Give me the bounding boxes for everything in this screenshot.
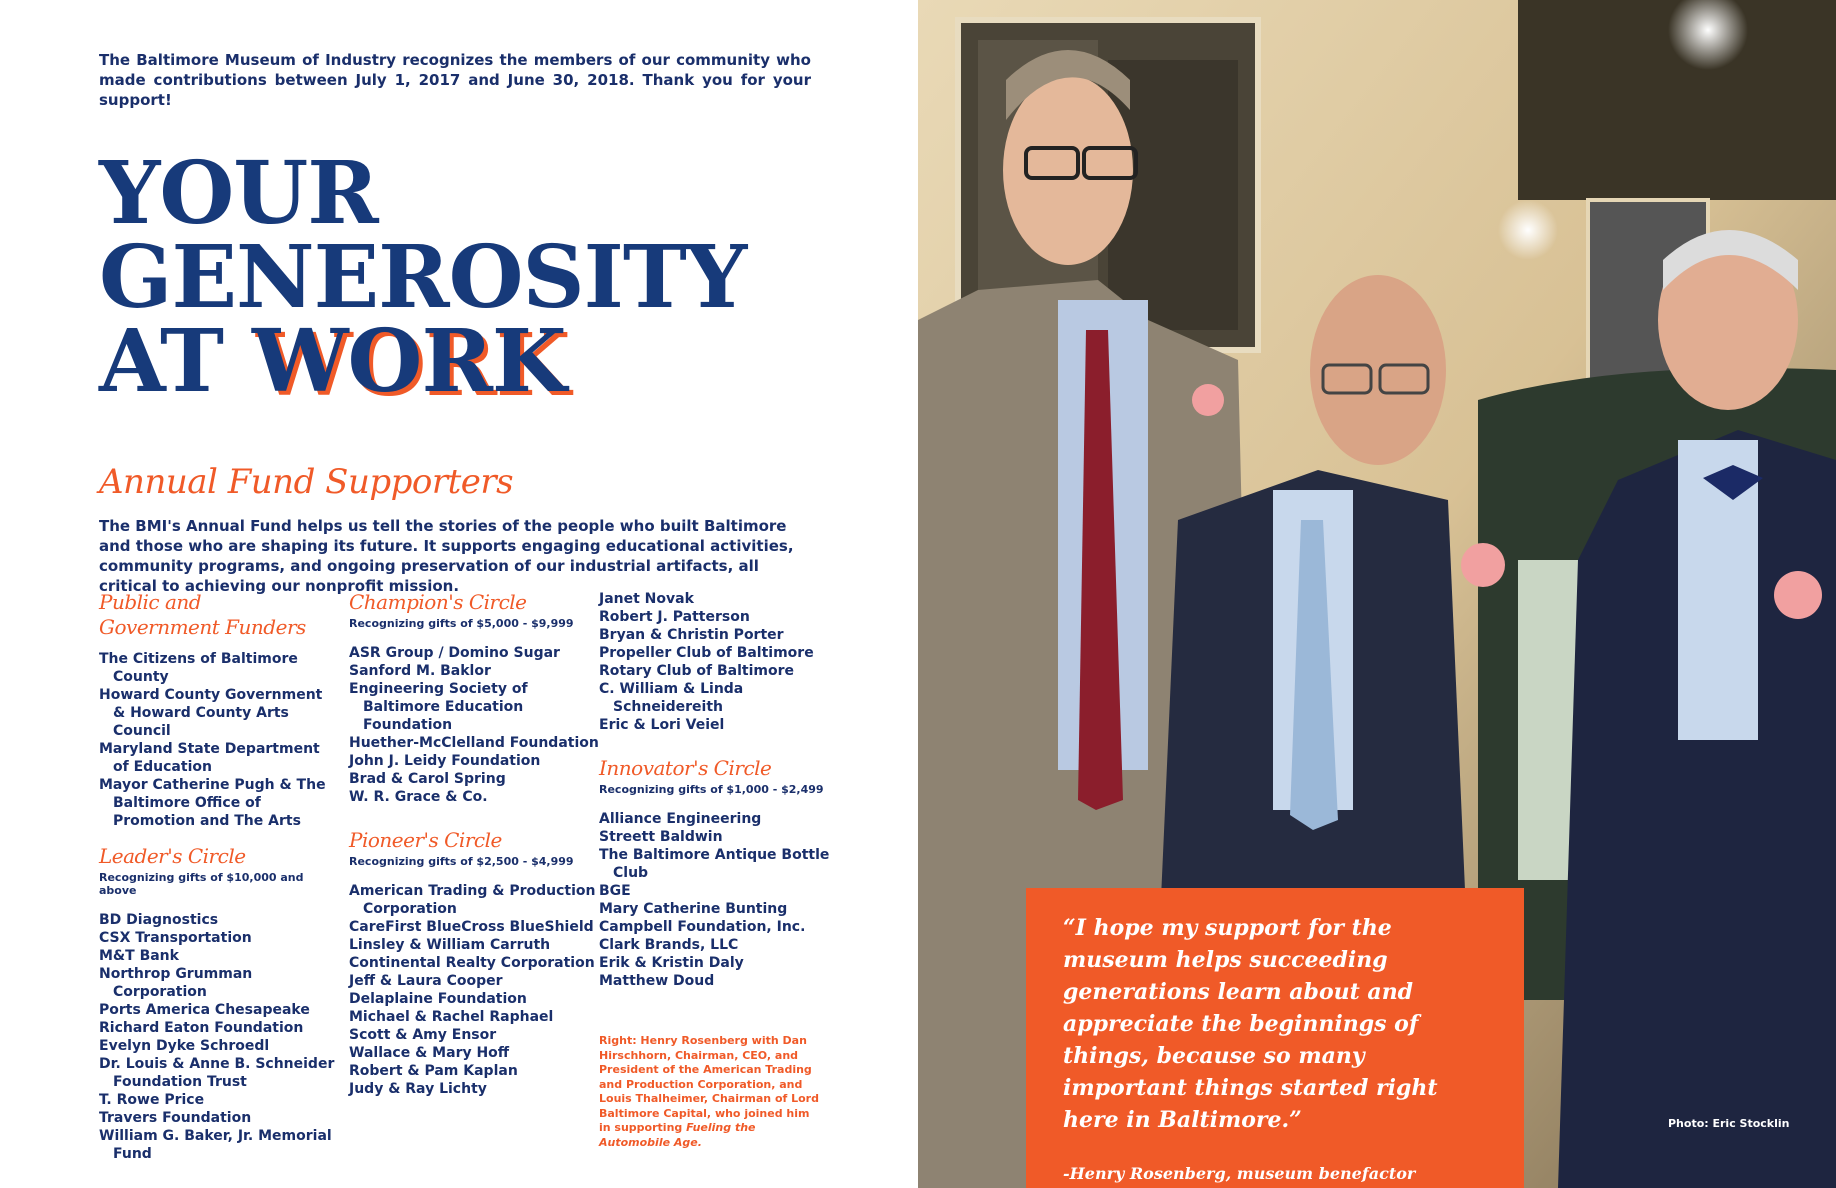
name-list [349,882,599,1098]
headline-line-3-emphasis: WORK [251,311,566,412]
group-subtitle: Recognizing gifts of $10,000 and above [99,871,304,897]
group-innovators-circle [599,756,849,990]
supporter-name: Bryan & Christin Porter [599,627,784,643]
supporter-name: Rotary Club of Baltimore [599,663,794,679]
supporter-name: W. R. Grace & Co. [349,789,488,805]
photo-caption [599,1034,824,1150]
group-pioneers-circle [349,828,599,1098]
quote-box [1026,888,1524,1188]
supporter-name: T. Rowe Price [99,1092,205,1108]
supporter-name: Howard County Government & Howard County Arts Council [99,687,323,739]
supporter-name: Robert & Pam Kaplan [349,1063,518,1079]
supporter-name: Evelyn Dyke Schroedl [99,1038,270,1054]
column-2 [349,590,599,1112]
caption-italic: Fueling the Automobile Age. [599,1121,756,1149]
supporter-name: Continental Realty Corporation [349,955,595,971]
supporter-name: Alliance Engineering [599,811,762,827]
group-title-line-1: Public and [99,590,202,614]
supporter-name: Sanford M. Baklor [349,663,491,679]
supporter-name: The Citizens of Baltimore County [99,651,298,685]
supporter-name: Northrop Grumman Corporation [99,966,253,1000]
supporter-name: Scott & Amy Ensor [349,1027,497,1043]
name-list [599,810,849,990]
headline-line-1: YOUR [99,143,378,244]
supporter-name: Campbell Foundation, Inc. [599,919,806,935]
quote-text: “I hope my support for the museum helps succeeding generations learn about and appreciate the beginnings of things, because so many important things started right here in Baltimore.” [1063,915,1438,1133]
supporter-name: Dr. Louis & Anne B. Schneider Foundation Trust [99,1056,335,1090]
supporter-name: Jeff & Laura Cooper [349,973,503,989]
group-title: Champion's Circle [349,590,527,614]
supporter-name: Huether-McClelland Foundation [349,735,599,751]
supporter-name: Maryland State Department of Education [99,741,320,775]
supporter-name: Wallace & Mary Hoff [349,1045,510,1061]
headline [99,143,747,412]
supporter-name: Robert J. Patterson [599,609,750,625]
group-subtitle: Recognizing gifts of $1,000 - $2,499 [599,783,824,796]
headline-line-2: GENEROSITY [99,227,747,328]
supporter-name: Brad & Carol Spring [349,771,506,787]
supporter-name: CareFirst BlueCross BlueShield [349,919,594,935]
supporter-name: Matthew Doud [599,973,715,989]
caption-text: Right: Henry Rosenberg with Dan Hirschhorn, Chairman, CEO, and President of the American Trading and Production Corporation, and Louis Thalheimer, Chairman of Lord Baltimore Capital, who joined him in supporting [599,1034,819,1134]
group-champions-circle [349,590,599,806]
photo-credit: Photo: Eric Stocklin [1668,1117,1790,1130]
group-title [99,590,339,640]
supporter-name: Eric & Lori Veiel [599,717,725,733]
supporter-name: Richard Eaton Foundation [99,1020,304,1036]
supporter-name: Judy & Ray Lichty [349,1081,487,1097]
supporter-name: BD Diagnostics [99,912,219,928]
group-subtitle: Recognizing gifts of $5,000 - $9,999 [349,617,574,630]
supporter-name: M&T Bank [99,948,179,964]
group-subtitle: Recognizing gifts of $2,500 - $4,999 [349,855,574,868]
column-3 [599,590,849,1161]
group-leaders-circle [99,844,339,1163]
supporter-name: American Trading & Production Corporation [349,883,596,917]
group-title-line-2: Government Funders [99,615,306,639]
quote-attribution: -Henry Rosenberg, museum benefactor [1063,1164,1416,1183]
supporter-name: Mary Catherine Bunting [599,901,788,917]
supporter-name: BGE [599,883,631,899]
intro-text: The Baltimore Museum of Industry recognizes the members of our community who made contributions between July 1, 2017 and June 30, 2018. Thank you for your support! [99,51,811,109]
name-list [599,590,849,734]
supporter-name: Mayor Catherine Pugh & The Baltimore Office of Promotion and The Arts [99,777,326,829]
name-list [99,650,339,830]
event-photo [918,0,1836,1188]
supporter-name: Janet Novak [599,591,694,607]
headline-line-3-prefix: AT [99,311,252,412]
supporter-name: ASR Group / Domino Sugar [349,645,560,661]
supporter-name: The Baltimore Antique Bottle Club [599,847,830,881]
group-pioneers-continued [599,590,849,734]
supporter-name: Clark Brands, LLC [599,937,739,953]
supporter-name: C. William & Linda Schneidereith [599,681,744,715]
supporter-name: Michael & Rachel Raphael [349,1009,554,1025]
name-list [349,644,599,806]
group-title: Pioneer's Circle [349,828,502,852]
supporter-name: Travers Foundation [99,1110,252,1126]
group-public-funders [99,590,339,830]
section-title: Annual Fund Supporters [99,462,514,502]
supporter-name: Delaplaine Foundation [349,991,527,1007]
section-description: The BMI's Annual Fund helps us tell the stories of the people who built Baltimore and those who are shaping its future. It supports engaging educational activities, community programs, and ongoing preservation of our industrial artifacts, all critical to achieving our nonprofit mission. [99,517,794,595]
supporter-name: Ports America Chesapeake [99,1002,310,1018]
supporter-name: William G. Baker, Jr. Memorial Fund [99,1128,332,1162]
supporter-name: Linsley & William Carruth [349,937,551,953]
group-title: Innovator's Circle [599,756,772,780]
supporter-name: CSX Transportation [99,930,252,946]
name-list [99,911,339,1163]
supporter-name: Streett Baldwin [599,829,723,845]
column-1 [99,590,339,1177]
supporter-name: Engineering Society of Baltimore Education Foundation [349,681,528,733]
supporter-name: John J. Leidy Foundation [349,753,541,769]
group-title: Leader's Circle [99,844,246,868]
supporter-name: Propeller Club of Baltimore [599,645,814,661]
supporter-name: Erik & Kristin Daly [599,955,744,971]
